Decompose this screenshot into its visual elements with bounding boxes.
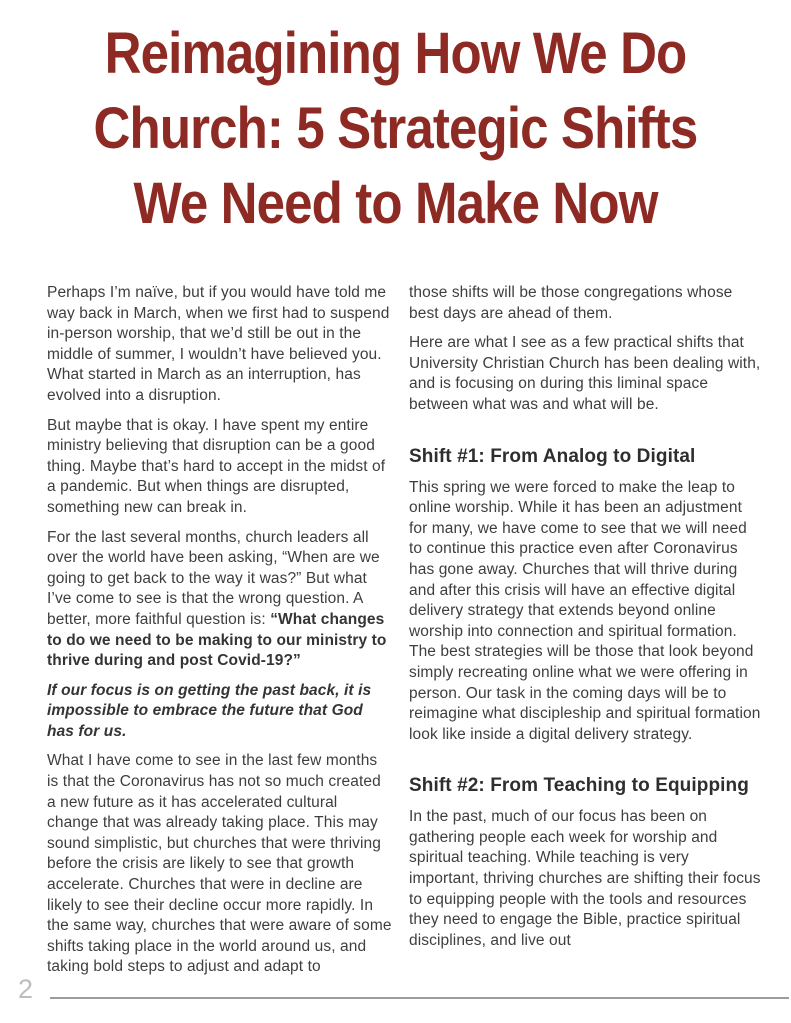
paragraph-continuation: those shifts will be those congregations whose best days are ahead of them. [409,284,733,322]
body-columns [47,283,762,987]
footer-rule [50,997,789,999]
section-heading-shift-1: Shift #1: From Analog to Digital [409,445,696,467]
page-title-line-2: Church: 5 Strategic Shifts [93,96,698,161]
paragraph-pullquote: If our focus is on getting the past back, it is impossible to embrace the future that God has for us. [47,681,372,740]
body-column-right [409,283,762,987]
paragraph-intro: Perhaps I’m naïve, but if you would have told me way back in March, when we first had to suspend in-person worship, that we’d still be out in the middle of summer, I wouldn’t have believed you. What started in March as an interruption, has evolved into a disruption. [47,284,390,404]
paragraph-shift-2: In the past, much of our focus has been on gathering people each week for worship and spiritual teaching. While teaching is very important, thriving churches are shifting their focus to equipping people with the tools and resources they need to engage the Bible, practice spiritual disciplines, and live out [409,808,761,949]
paragraph-question-lead: For the last several months, church leaders all over the world have been asking, “When are we going to get back to the way it was?” But what I’ve come to see is that the wrong question. A better, more faithful question is: [47,528,380,628]
paragraph-practical-shifts: Here are what I see as a few practical shifts that University Christian Church has been dealing with, and is focusing on during this liminal space between what was and what will be. [409,334,761,413]
paragraph-question-bold: “What changes to do we need to be making to our ministry to thrive during and post Covid-19?” [47,610,387,670]
page-number: 2 [18,974,34,1004]
body-column-left [47,283,393,987]
paragraph-acceleration: What I have come to see in the last few months is that the Coronavirus has not so much created a new future as it has accelerated cultural change that was already taking place. This may sound simplistic, but churches that were thriving before the crisis are likely to see that growth accelerate. Churches that were in decline are likely to see their decline occur more rapidly. In the same way, churches that were aware of some shifts taking place in the world around us, and taking bold steps to adjust and adapt to [47,752,392,976]
page-title-line-3: We Need to Make Now [133,171,658,236]
page-title-line-1: Reimagining How We Do [104,21,687,86]
section-heading-shift-2: Shift #2: From Teaching to Equipping [409,775,749,797]
page-title [47,16,743,241]
paragraph-disruption: But maybe that is okay. I have spent my entire ministry believing that disruption can be a good thing. Maybe that’s hard to accept in the midst of a pandemic. But when things are disrupted, something new can break in. [47,416,386,516]
paragraph-shift-1: This spring we were forced to make the leap to online worship. While it has been an adjustment for many, we have come to see that we will need to continue this practice even after Coronavirus has gone away. Churches that will thrive during and after this crisis will have an effective digital delivery strategy that extends beyond online worship into connection and spiritual formation. The best strategies will be those that look beyond simply recreating online what we were offering in person. Our task in the coming days will be to reimagine what discipleship and spiritual formation look like inside a digital delivery strategy. [409,478,761,743]
paragraph-question [47,528,393,672]
